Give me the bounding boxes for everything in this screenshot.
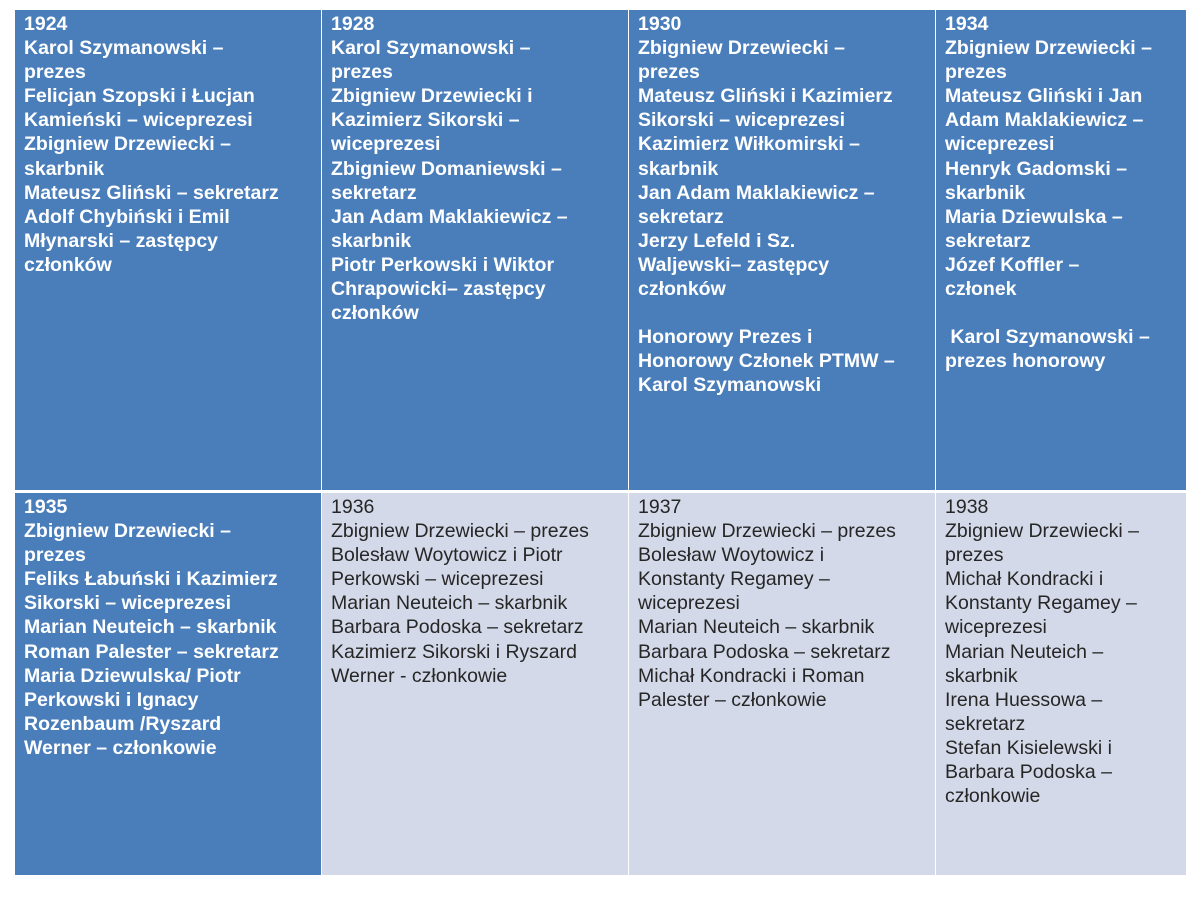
cell-line: Barbara Podoska – sekretarz (331, 616, 584, 639)
cell-line: Zbigniew Drzewiecki i (331, 85, 533, 108)
cell-year: 1928 (331, 13, 375, 35)
cell-line: prezes honorowy (945, 350, 1106, 373)
cell-line: Maria Dziewulska/ Piotr (24, 664, 241, 687)
cell-line: Zbigniew Drzewiecki – prezes (331, 520, 589, 543)
cell-line: Piotr Perkowski i Wiktor (331, 253, 555, 276)
cell-line (945, 301, 1177, 325)
cell-line: Mateusz Gliński i Kazimierz (638, 85, 893, 108)
cell-line: Mateusz Gliński i Jan (945, 85, 1143, 108)
cell-line: Jan Adam Maklakiewicz – (638, 181, 875, 204)
cell-line: Zbigniew Domaniewski – (331, 157, 562, 180)
cell-line (638, 301, 926, 325)
cell-line: Konstanty Regamey – (945, 592, 1137, 615)
cell-line: wiceprezesi (331, 133, 441, 156)
cell-line: skarbnik (331, 229, 412, 252)
cell-line: Roman Palester – sekretarz (24, 640, 279, 663)
cell-line: Zbigniew Drzewiecki – (638, 37, 845, 60)
cell-line: Felicjan Szopski i Łucjan (24, 85, 255, 108)
cell-line: Jerzy Lefeld i Sz. (638, 229, 796, 252)
cell-line: sekretarz (945, 229, 1031, 252)
cell-year: 1934 (945, 13, 989, 35)
cell-line: Zbigniew Drzewiecki – (24, 133, 231, 156)
cell-line: Kamieński – wiceprezesi (24, 109, 253, 132)
cell-line: Perkowski i Ignacy (24, 688, 199, 711)
cell-line: Chrapowicki– zastępcy (331, 278, 546, 301)
cell-line: prezes (638, 61, 700, 84)
cell-line: Honorowy Członek PTMW – (638, 350, 895, 373)
cell-line: Mateusz Gliński – sekretarz (24, 181, 279, 204)
cell-line: Zbigniew Drzewiecki – (945, 37, 1152, 60)
cell-line: Marian Neuteich – skarbnik (638, 616, 875, 639)
cell-line: Bolesław Woytowicz i Piotr (331, 544, 563, 567)
table-cell (15, 10, 321, 490)
cell-line: Marian Neuteich – skarbnik (24, 616, 277, 639)
cell-line: Bolesław Woytowicz i (638, 544, 825, 567)
cell-line: członkowie (945, 785, 1041, 808)
cell-year: 1936 (331, 496, 375, 518)
cell-line: skarbnik (638, 157, 719, 180)
cell-line: Michał Kondracki i (945, 568, 1104, 591)
cell-line: Werner – członkowie (24, 736, 217, 759)
cell-line: członków (24, 253, 112, 276)
table-cell (936, 10, 1186, 490)
cell-year: 1930 (638, 13, 682, 35)
cell-line: sekretarz (945, 712, 1026, 735)
cell-line: wiceprezesi (945, 616, 1047, 639)
cell-line: Palester – członkowie (638, 688, 827, 711)
cell-year: 1924 (24, 13, 68, 35)
cell-year: 1937 (638, 496, 682, 518)
table-cell (936, 493, 1186, 875)
table-cell (322, 493, 628, 875)
cell-year: 1935 (24, 496, 68, 518)
cell-line: Sikorski – wiceprezesi (638, 109, 846, 132)
cell-line: Maria Dziewulska – (945, 205, 1123, 228)
cell-line: Henryk Gadomski – (945, 157, 1128, 180)
cell-line: Barbara Podoska – (945, 761, 1112, 784)
table-cell (629, 10, 935, 490)
cell-line: Werner - członkowie (331, 664, 508, 687)
cell-line: Karol Szymanowski (638, 374, 822, 397)
cell-line: skarbnik (945, 181, 1026, 204)
table-cell (15, 493, 321, 875)
cell-line: Adam Maklakiewicz – (945, 109, 1144, 132)
cell-line: Kazimierz Sikorski i Ryszard (331, 640, 577, 663)
cell-line: Waljewski– zastępcy (638, 253, 830, 276)
cell-line: Kazimierz Wiłkomirski – (638, 133, 860, 156)
cell-line: Feliks Łabuński i Kazimierz (24, 568, 278, 591)
cell-line: Karol Szymanowski – (331, 37, 531, 60)
cell-line: Zbigniew Drzewiecki – prezes (638, 520, 896, 543)
cell-line: prezes (945, 61, 1007, 84)
cell-line: skarbnik (945, 664, 1018, 687)
table-cell (322, 10, 628, 490)
cell-line: prezes (24, 544, 86, 567)
cell-line: członków (638, 278, 726, 301)
cell-line: Karol Szymanowski – (24, 37, 224, 60)
cell-line: Zbigniew Drzewiecki – (24, 520, 231, 543)
cell-line: Zbigniew Drzewiecki – (945, 520, 1139, 543)
cell-line: wiceprezesi (945, 133, 1055, 156)
cell-line: Józef Koffler – (945, 253, 1080, 276)
cell-line: Barbara Podoska – sekretarz (638, 640, 891, 663)
cell-line: prezes (331, 61, 393, 84)
cell-line: Karol Szymanowski – (945, 326, 1150, 349)
cell-line: Perkowski – wiceprezesi (331, 568, 544, 591)
cell-line: członek (945, 278, 1017, 301)
table-cell (629, 493, 935, 875)
board-members-table (15, 10, 1186, 875)
cell-line: Marian Neuteich – (945, 640, 1104, 663)
cell-line: sekretarz (638, 205, 724, 228)
cell-line: Irena Huessowa – (945, 688, 1103, 711)
cell-line: Adolf Chybiński i Emil (24, 205, 230, 228)
cell-line: prezes (945, 544, 1004, 567)
cell-line: Jan Adam Maklakiewicz – (331, 205, 568, 228)
cell-line: skarbnik (24, 157, 105, 180)
cell-line: Stefan Kisielewski i (945, 736, 1112, 759)
cell-line: Honorowy Prezes i (638, 326, 813, 349)
cell-line: prezes (24, 61, 86, 84)
cell-year: 1938 (945, 496, 989, 518)
cell-line: członków (331, 302, 419, 325)
cell-line: Marian Neuteich – skarbnik (331, 592, 568, 615)
cell-line: Kazimierz Sikorski – (331, 109, 520, 132)
cell-line: Michał Kondracki i Roman (638, 664, 865, 687)
cell-line: Młynarski – zastępcy (24, 229, 219, 252)
cell-line: Rozenbaum /Ryszard (24, 712, 222, 735)
cell-line: Konstanty Regamey – (638, 568, 830, 591)
cell-line: sekretarz (331, 181, 417, 204)
cell-line: wiceprezesi (638, 592, 740, 615)
cell-line: Sikorski – wiceprezesi (24, 592, 232, 615)
